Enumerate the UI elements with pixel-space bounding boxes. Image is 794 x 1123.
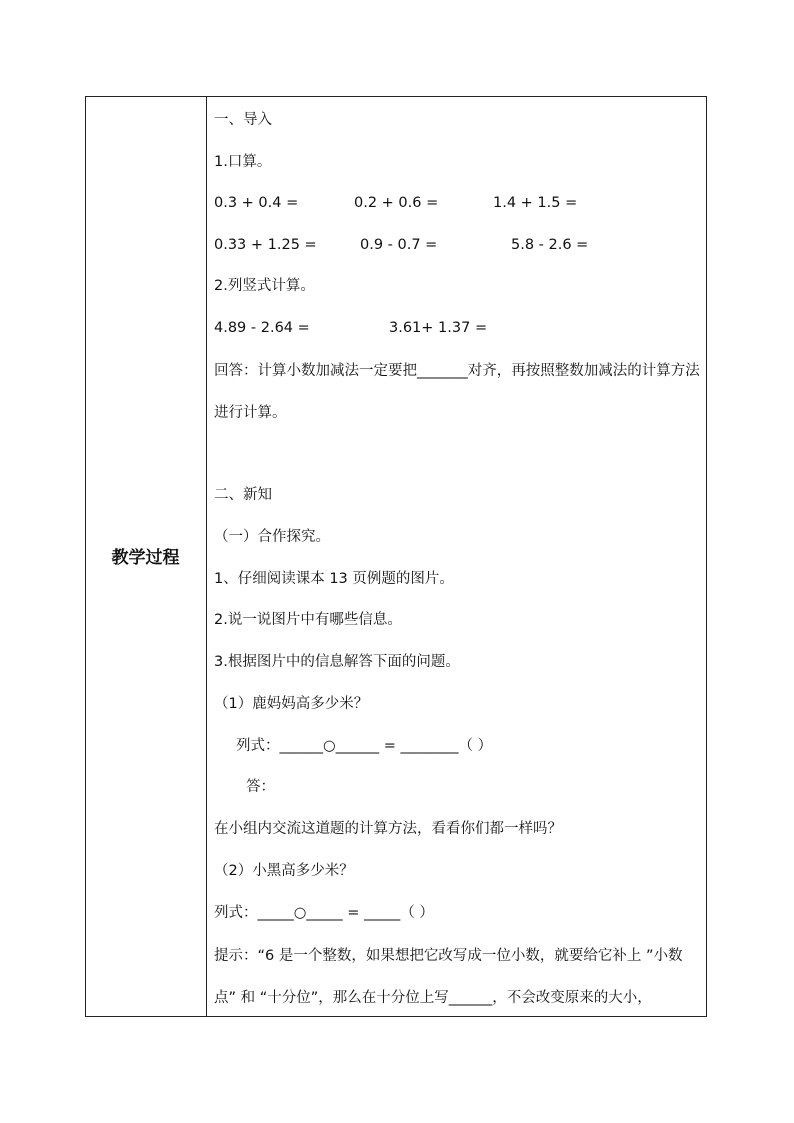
step-3: 3.根据图片中的信息解答下面的问题。 — [214, 654, 460, 670]
answer-1: 答： — [246, 779, 275, 795]
section-label: 教学过程 — [111, 548, 180, 568]
answer-prompt: 回答：计算小数加减法一定要把_______对齐，再按照整数加减法的计算方法进行计算。 — [214, 363, 700, 421]
hint-text: 提示：“6 是一个整数，如果想把它改写成一位小数，就要给它补上 ”小数点” 和 “十分位”，那么在十分位上写______，不会改变原来的大小， — [214, 948, 683, 1006]
oral-calc-title: 1.口算。 — [214, 154, 272, 170]
formula-1: 列式：______○______ = ________（ ） — [236, 738, 493, 754]
question-2: （2）小黑高多少米？ — [214, 863, 354, 879]
vertical-calc-title: 2.列竖式计算。 — [214, 278, 315, 294]
oral-calc-1: 0.3 + 0.4 = — [214, 195, 299, 211]
step-2: 2.说一说图片中有哪些信息。 — [214, 612, 402, 628]
vertical-calc-2: 3.61+ 1.37 = — [389, 320, 488, 336]
heading-new-knowledge: 二、新知 — [214, 487, 272, 503]
heading-intro: 一、导入 — [214, 112, 272, 128]
question-1: （1）鹿妈妈高多少米？ — [214, 696, 369, 712]
content-cell — [214, 96, 704, 1017]
oral-calc-5: 0.9 - 0.7 = — [360, 237, 438, 253]
label-cell — [85, 96, 206, 1017]
oral-calc-4: 0.33 + 1.25 = — [214, 237, 317, 253]
formula-2: 列式：_____○_____ = _____（ ） — [214, 905, 434, 921]
oral-calc-3: 1.4 + 1.5 = — [493, 195, 578, 211]
oral-calc-6: 5.8 - 2.6 = — [511, 237, 589, 253]
cooperative-explore: （一）合作探究。 — [214, 529, 330, 545]
oral-calc-2: 0.2 + 0.6 = — [354, 195, 439, 211]
vertical-calc-1: 4.89 - 2.64 = — [214, 320, 310, 336]
column-divider — [206, 96, 207, 1017]
group-discussion: 在小组内交流这道题的计算方法，看看你们都一样吗？ — [214, 821, 562, 837]
step-1: 1、仔细阅读课本 13 页例题的图片。 — [214, 571, 454, 587]
